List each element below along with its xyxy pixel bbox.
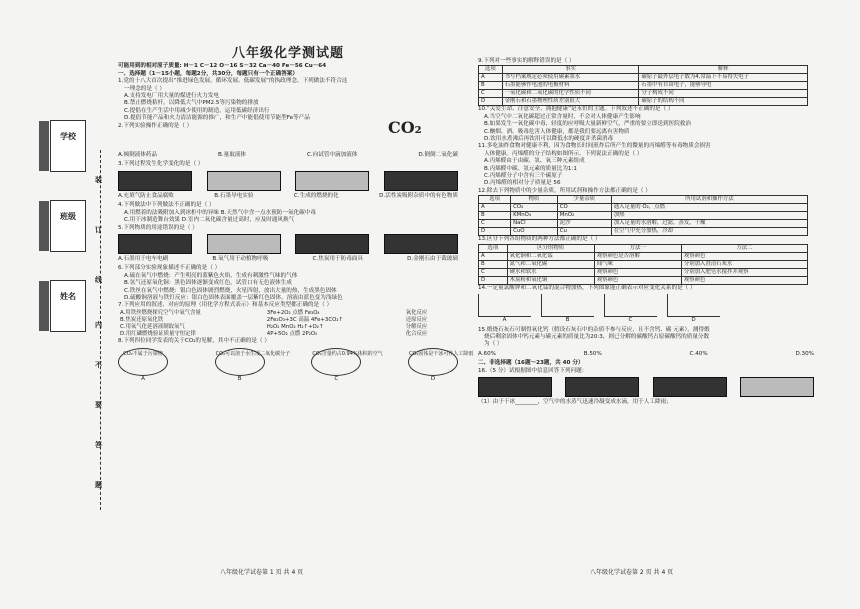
q15-option: D.30% xyxy=(795,350,814,357)
q9-table xyxy=(478,65,808,106)
q5-options xyxy=(118,256,458,263)
question-line: 6.下列部分实验现象描述不正确的是（ ） xyxy=(118,265,221,272)
q2-option: C.向试管中滴加液体 xyxy=(306,152,358,159)
question-line: 5.下列物质的用途错误的是（ ） xyxy=(118,224,198,231)
vertical-char: 答 xyxy=(95,441,102,449)
question-line: C.酗烟、酒、吸毒危害人体健康，都是我们要远离有害物质 xyxy=(484,128,630,135)
question-line: 7.下列应用的叙述、对应的原理（用化学方程式表示）和基本反应类型都正确的是（ ） xyxy=(118,302,333,309)
question-line: B.如果发生一氧化碳中毒，轻度的应呼吸大量新鲜空气，严重的要立即送到医院救治 xyxy=(484,121,691,128)
q2-option: B.量取液体 xyxy=(218,152,247,159)
question-line: （1）由于干冰________，空气中的水蒸气迅速冷凝变成水滴，用于人工降雨； xyxy=(478,398,672,405)
vertical-char: 不 xyxy=(95,361,102,369)
question-line: A.用燃着的法吸附加入到冰柜中的异味 B.天然气中含一点水预防一氧化碳中毒 xyxy=(124,209,316,216)
question-line: C.丙烯醛分子中含有三个碳原子 xyxy=(484,173,563,180)
q16-image xyxy=(565,377,639,397)
table-row: A 氧化铜和二氧化锰 观察颜色是否溶解 观察颜色 xyxy=(479,252,808,260)
q14-graph: B xyxy=(541,294,594,324)
question-line: 14.一定量氯酸钾和二氧化锰的混合物加热，下列图象能正确表示对应变化关系的是（ ） xyxy=(478,284,696,291)
q7-row: A.用铁丝燃烧探究空气中氧气含量 3Fe+2O₂ 点燃 Fe₃O₄ 氧化反应 xyxy=(120,309,428,316)
q16-image xyxy=(653,377,727,397)
q3-image xyxy=(384,171,458,191)
q8-bubble: CO₂含量约占0.94%体积的空气 C xyxy=(311,348,361,383)
q2-option: D.倒倒二氧化碳 xyxy=(418,152,458,159)
q15-options xyxy=(478,351,814,358)
table-row: D CuO Cu 在空气中充分加热，冷却 xyxy=(479,228,808,236)
question-line: A.丙烯醛由于由碳、氢、氧三种元素组成 xyxy=(484,158,585,165)
q12-table xyxy=(478,195,808,236)
q7-row: D.用红磷燃烧验证质量守恒定律 4P+5O₂ 点燃 2P₂O₅ 化合反应 xyxy=(120,330,428,337)
q14-graph: A xyxy=(478,294,531,324)
table-row: D 金刚石和石墨物理性质差别很大 碳原子的结构不同 xyxy=(479,98,808,106)
question-line: 为（ ） xyxy=(484,341,503,348)
question-line: 15.煅烧石灰石可制得氧化钙（假设石灰石中的杂质不参与反应，且不含钙、碳 元素），测得煅 xyxy=(478,326,710,333)
question-line: 一理念的是（ ） xyxy=(124,85,165,92)
q5-option: B.氧气用于动植物呼吸 xyxy=(212,255,269,262)
q5-option: D.金刚石由于裁玻璃 xyxy=(407,255,458,262)
table-row: A 书写档案规定必须使用碳素墨水 碳原子最外层电子数为4,常温下不易得失电子 xyxy=(479,74,808,82)
vertical-char: 装 xyxy=(95,176,102,184)
footer-right: 八年级化学试卷第 2 页 共 4 页 xyxy=(590,569,674,576)
q15-option: C.40% xyxy=(689,350,708,357)
question-line: C.用干冰制造舞台效果 D.室内二氧化碳含量过高时，应及时通风换气 xyxy=(124,217,295,224)
q3-option: B.石墨导电实验 xyxy=(214,192,254,199)
q5-option: A.石墨用于电车电刷 xyxy=(118,255,169,262)
footer-left: 八年级化学试卷第 1 页 共 4 页 xyxy=(220,569,304,576)
atomic-masses: 可能用到的相对原子质量: H－1 C－12 O－16 S－32 Ca－40 Fe－56 Cu－64 xyxy=(118,63,327,70)
right-column xyxy=(478,58,814,406)
table-header: 选项 物质 少量杂质 所用试剂和操作方法 xyxy=(479,196,808,204)
question-line: 1.党的十八大首次提出“推进绿色发展、循环发展、低碳发展”的执政理念，下列做法不符合这 xyxy=(118,78,348,85)
q3-images xyxy=(118,171,458,191)
q15-option: B.50% xyxy=(583,350,602,357)
q3-image xyxy=(118,171,192,191)
question-line: 烧后剩余固体中钙元素与碳元素的质量比为20:3，则已分解的碳酸钙占原碳酸钙的质量分数 xyxy=(484,333,710,340)
q8-bubble: CO₂固体是干冰可作人工降雨 D xyxy=(408,348,458,383)
q15-option: A.60% xyxy=(478,350,496,357)
question-line: 2.下列实验操作正确的是（ ） xyxy=(118,122,193,129)
q14-graphs xyxy=(478,294,814,324)
table-row: C 硬水和软水 观察颜色 分别加入肥皂水搅拌并观察 xyxy=(479,268,808,276)
vertical-char: 题 xyxy=(95,481,102,489)
section-two-heading: 二、非选择题（16题～23题，共 40 分） xyxy=(478,360,584,367)
q14-graph: C xyxy=(604,294,657,324)
table-row: C NaCl 泥沙 加入足量的水溶解，过滤，蒸发，干燥 xyxy=(479,220,808,228)
question-line: C.提倡在生产生活中用减少使用的制造，运用低碳经济出行 xyxy=(124,107,270,114)
q2-option: A.倾倒液体药品 xyxy=(118,152,158,159)
q3-options xyxy=(118,193,458,200)
question-line: 9.下列对一些事实的解释错误的是（ ） xyxy=(478,58,575,64)
question-line: B.氢气还原氧化铜：黑色固体逐渐变成红色，试管口有无色液体生成 xyxy=(124,280,292,287)
table-row: A CO₂ CO 通入足量的 O₂，点燃 xyxy=(479,204,808,212)
table-row: C 一氧化碳和二氧化碳的化学性质不同 分子构成不同 xyxy=(479,90,808,98)
q3-option: C.生成的燃烧的化 xyxy=(293,192,339,199)
question-line: 8.下列四位同学发表的关于CO₂的见解，其中不正确的是（ ） xyxy=(118,337,270,344)
question-line: C.铁丝在氧气中燃烧：银白色固体剧烈燃烧，火星四射，放出大量的热，生成黑色固体 xyxy=(124,287,337,294)
vertical-char: 订 xyxy=(95,226,102,234)
table-header: 选项 事实 解释 xyxy=(479,66,808,74)
q8-cartoon xyxy=(118,348,474,383)
table-row: B 石墨能够作电池的电极材料 石墨中有自由电子，能够导电 xyxy=(479,82,808,90)
question-line: B.禁止燃烧秸杆，以降低大气中PM2.5等污染物的排放 xyxy=(124,100,259,107)
question-line: 16.（5 分）试根据图中信息回答下列问题： xyxy=(478,367,588,374)
q5-image xyxy=(207,234,281,254)
question-line: 4.下列做法中下列做法不正确的是（ ） xyxy=(118,202,215,209)
left-column xyxy=(118,0,474,384)
q2-options xyxy=(118,152,458,159)
table-row: D 木炭粉和氧化铜 观察颜色 观察颜色 xyxy=(479,276,808,284)
question-line: 人体健康。丙烯醛的分子结构如图所示，下列说法正确的是（ ） xyxy=(484,150,643,157)
binding-line xyxy=(100,150,101,510)
section-one-heading: 一、选择题（1－15小题，每题2分，共30分，每题只有一个正确答案） xyxy=(118,70,298,77)
name-box xyxy=(50,280,86,332)
q16-image xyxy=(740,377,814,397)
question-line: A.支持发电厂用大量的煤进行火力发电 xyxy=(124,93,220,100)
q7-row: B.焦炭还原氧化铁 2Fe₂O₃+3C 高温 4Fe+3CO₂↑ 还原反应 xyxy=(120,316,428,323)
school-box xyxy=(50,120,86,172)
q5-image xyxy=(384,234,458,254)
class-label: 班级 xyxy=(60,212,76,221)
q3-image xyxy=(295,171,369,191)
q16-image xyxy=(478,377,552,397)
class-box xyxy=(50,200,86,252)
question-line: D.提倡节能产品和火力清洁能源的推广，和生产中能倡使用节能型Fe等产品 xyxy=(124,115,310,122)
question-line: A.硫在氧气中燃烧：产生明亮的蓝紫色火焰，生成有刺激性气味的气体 xyxy=(124,272,298,279)
vertical-char: 要 xyxy=(95,401,102,409)
question-line: 12.除去下列物质中的少量杂质，所用试剂和操作方法都正确的是（ ） xyxy=(478,187,651,194)
q5-images xyxy=(118,234,458,254)
page-title: 八年级化学测试题 xyxy=(231,46,344,61)
q16-images xyxy=(478,377,814,397)
q5-image xyxy=(118,234,192,254)
question-line: B.丙烯醛中碳、氢元素的质量比为1:1 xyxy=(484,165,577,172)
question-line: 11.多吃油炸食物对健康不利，因为食物长时间煎炸后所产生的微量的丙烯醛等有毒物质会损害 xyxy=(478,143,711,150)
question-line: 3.下列过程发生化学变化的是（ ） xyxy=(118,161,204,168)
name-label: 姓名 xyxy=(60,292,76,301)
table-header: 选项 区分的物质 方法一 方法二 xyxy=(479,244,808,252)
school-label: 学校 xyxy=(60,132,76,141)
q5-image xyxy=(295,234,369,254)
co2-logo: CO₂ xyxy=(388,118,422,137)
q14-graph: D xyxy=(667,294,720,324)
q8-bubble: CO₂可以溶于水生成二氧化碳分子 B xyxy=(215,348,265,383)
q5-option: C.焦炭用于防毒面具 xyxy=(312,255,363,262)
vertical-char: 内 xyxy=(95,321,102,329)
question-line: 10.“关爱生命、注意安全、拥抱健康”是永恒的主题。下列叙述不正确的是（ ） xyxy=(478,106,674,113)
table-row: B KMnO₄ MnO₂ 加热 xyxy=(479,212,808,220)
q3-option: D.活性炭吸附杂质中的有色物质 xyxy=(379,192,458,199)
question-line: D.饮用水煮沸后再饮用可以降低水的硬度并杀菌消毒 xyxy=(484,136,614,143)
question-line: D.硫酸铜溶液与铁钉反应：银白色固体表面覆盖一层紫红色固体，溶液由蓝色变为浅绿色 xyxy=(124,294,343,301)
q7-options xyxy=(118,310,448,338)
question-line: A.当空气中二氧化碳超过正常含量时，不会对人体健康产生影响 xyxy=(484,113,641,120)
q3-option: A.充填气防止食品腐败 xyxy=(118,192,174,199)
question-line: D.丙烯醛的相对分子质量是 56 xyxy=(484,180,561,187)
vertical-char: 线 xyxy=(95,276,102,284)
table-row: B 氮气和二氧化碳 闻气味 分别加入澄清石灰水 xyxy=(479,260,808,268)
question-line: 13.区分下列各组物质的两种方法都正确的是（ ） xyxy=(478,236,601,243)
binding-sidebar xyxy=(22,110,102,530)
q13-table xyxy=(478,244,808,285)
q3-image xyxy=(207,171,281,191)
q8-bubble: CO₂不属于污染物 A xyxy=(118,348,168,383)
q7-row: C.用氧气化延溶液制取氧气 H₂O₂ MnO₂ H₂↑+O₂↑ 分解反应 xyxy=(120,323,428,330)
